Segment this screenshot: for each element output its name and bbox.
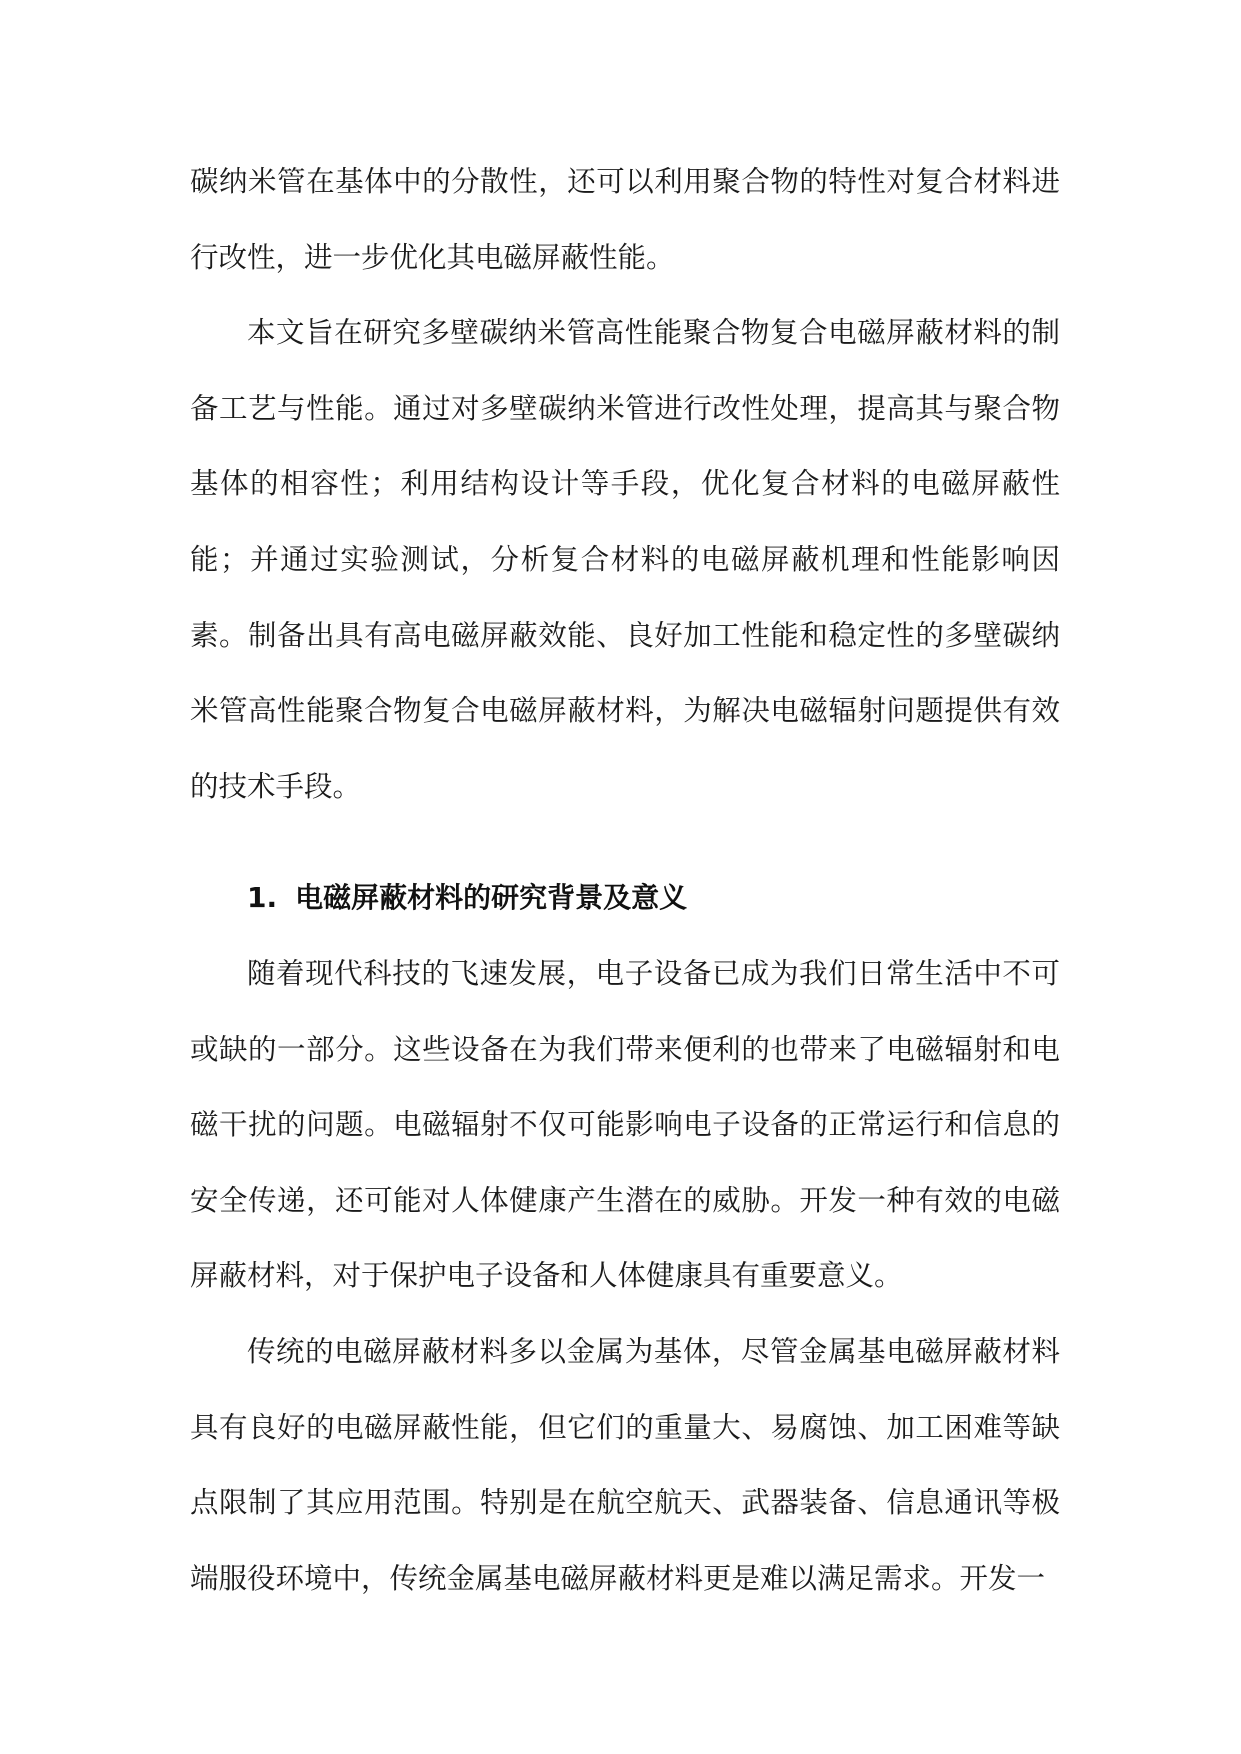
body-text — [190, 144, 1060, 1616]
paragraph-research-aim: 本文旨在研究多壁碳纳米管高性能聚合物复合电磁屏蔽材料的制备工艺与性能。通过对多壁碳纳米管进行改性处理，提高其与聚合物基体的相容性；利用结构设计等手段，优化复合材料的电磁屏蔽性能；并通过实验测试，分析复合材料的电磁屏蔽机理和性能影响因素。制备出具有高电磁屏蔽效能、良好加工性能和稳定性的多壁碳纳米管高性能聚合物复合电磁屏蔽材料，为解决电磁辐射问题提供有效的技术手段。 — [190, 316, 1060, 803]
paragraph-continuation: 碳纳米管在基体中的分散性，还可以利用聚合物的特性对复合材料进行改性，进一步优化其电磁屏蔽性能。 — [190, 165, 1060, 274]
paragraph-background: 随着现代科技的飞速发展，电子设备已成为我们日常生活中不可或缺的一部分。这些设备在为我们带来便利的也带来了电磁辐射和电磁干扰的问题。电磁辐射不仅可能影响电子设备的正常运行和信息的安全传递，还可能对人体健康产生潜在的威胁。开发一种有效的电磁屏蔽材料，对于保护电子设备和人体健康具有重要意义。 — [190, 956, 1060, 1293]
paragraph-traditional-materials: 传统的电磁屏蔽材料多以金属为基体，尽管金属基电磁屏蔽材料具有良好的电磁屏蔽性能，但它们的重量大、易腐蚀、加工困难等缺点限制了其应用范围。特别是在航空航天、武器装备、信息通讯等极端服役环境中，传统金属基电磁屏蔽材料更是难以满足需求。开发一 — [190, 1334, 1060, 1595]
section-number: 1. — [247, 881, 278, 915]
section-heading — [190, 860, 1060, 936]
section-title: 电磁屏蔽材料的研究背景及意义 — [295, 881, 688, 915]
